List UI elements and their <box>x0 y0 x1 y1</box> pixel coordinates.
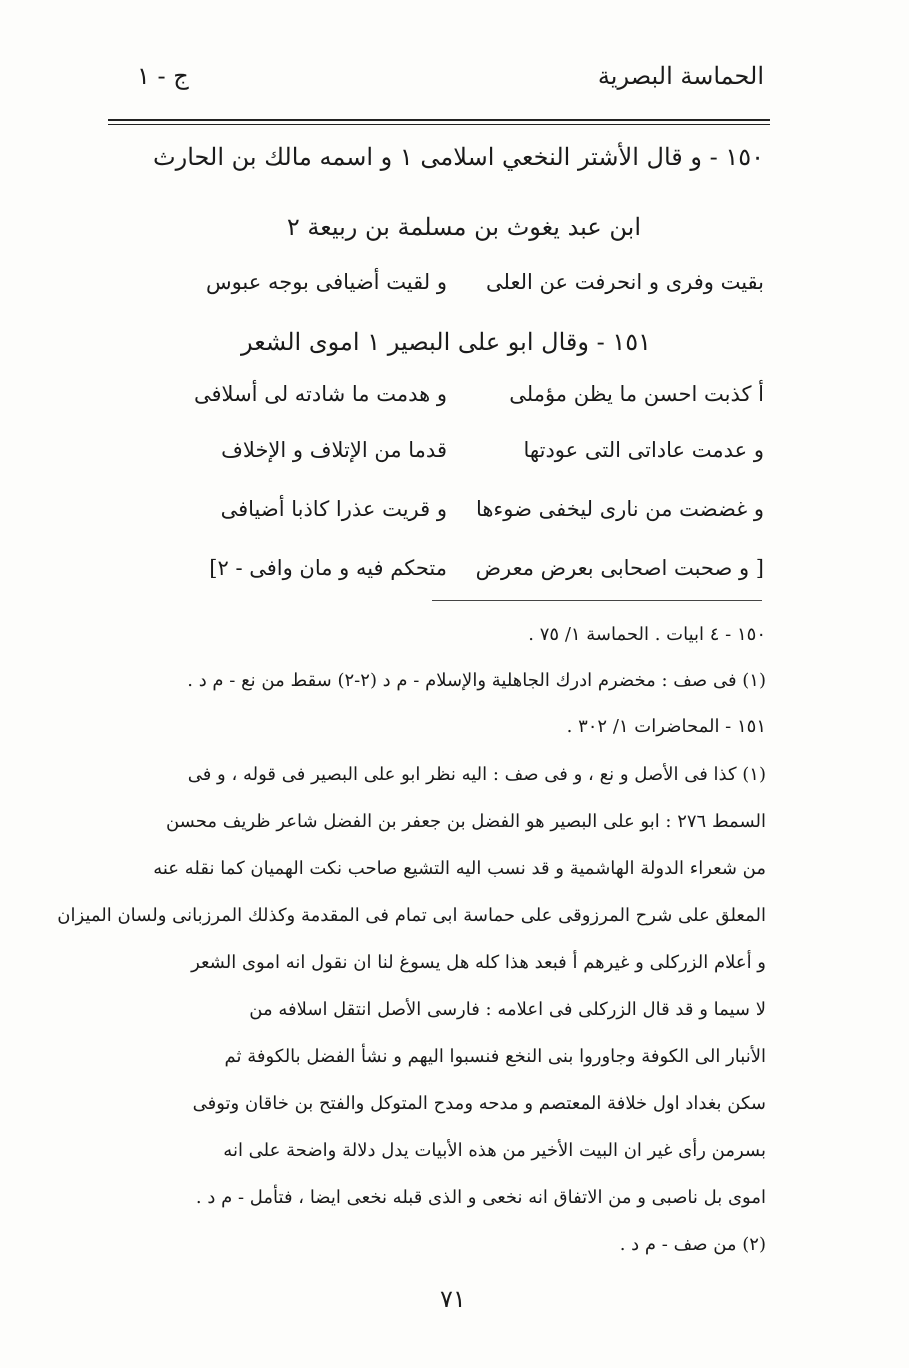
volume-label: ج - ١ <box>137 62 189 90</box>
page-number: ٧١ <box>440 1285 466 1313</box>
note-150-source: ١٥٠ - ٤ ابيات . الحماسة ١/ ٧٥ . <box>528 624 766 645</box>
note-151-line: لا سيما و قد قال الزركلى فى اعلامه : فارسى الأصل انتقل اسلافه من <box>249 999 766 1020</box>
note-151-line: و أعلام الزركلى و غيرهم أ فبعد هذا كله هل يسوغ لنا ان نقول انه اموى الشعر <box>191 952 766 973</box>
note-151-line: سكن بغداد اول خلافة المعتصم و مدحه ومدح المتوكل والفتح بن خاقان وتوفى <box>192 1093 766 1114</box>
note-151-line: (١) كذا فى الأصل و نع ، و فى صف : اليه نظر ابو على البصير فى قوله ، و فى <box>187 764 766 785</box>
note-151-line: الأنبار الى الكوفة وجاوروا بنى النخع فنسبوا اليهم و نشأ الفضل بالكوفة ثم <box>224 1046 766 1067</box>
verse-first-hemistich: بقيت وفرى و انحرفت عن العلى <box>486 270 764 294</box>
verse-first-hemistich: أ كذبت احسن ما يظن مؤملى <box>509 382 764 406</box>
note-150-footnote: (١) فى صف : مخضرم ادرك الجاهلية والإسلام - م د (٢-٢) سقط من نع - م د . <box>187 670 766 691</box>
poem-150-title-line1: ١٥٠ - و قال الأشتر النخعي اسلامى ١ و اسمه مالك بن الحارث <box>153 143 764 171</box>
note-151-line: من شعراء الدولة الهاشمية و قد نسب اليه التشيع صاحب نكت الهميان كما نقله عنه <box>153 858 766 879</box>
poem-150-title-line2: ابن عبد يغوث بن مسلمة بن ربيعة ٢ <box>286 213 641 241</box>
verse-second-hemistich: و لقيت أضيافى بوجه عبوس <box>205 270 447 294</box>
note-151-footnote-2: (٢) من صف - م د . <box>619 1234 766 1255</box>
header-rule-thin <box>108 124 770 125</box>
verse-second-hemistich: و قريت عذرا كاذبا أضيافى <box>220 497 447 521</box>
note-151-line: السمط ٢٧٦ : ابو على البصير هو الفضل بن جعفر بن الفضل شاعر ظريف محسن <box>165 811 766 832</box>
verse-second-hemistich: و هدمت ما شادته لى أسلافى <box>194 382 447 406</box>
note-151-line: بسرمن رأى غير ان البيت الأخير من هذه الأبيات يدل دلالة واضحة على انه <box>223 1140 766 1161</box>
notes-separator <box>432 600 762 601</box>
verse-second-hemistich: متحكم فيه و مان وافى - ٢] <box>209 556 447 580</box>
verse-first-hemistich: و عدمت عاداتى التى عودتها <box>523 438 764 462</box>
running-title: الحماسة البصرية <box>597 62 764 90</box>
verse-first-hemistich: [ و صحبت اصحابى بعرض معرض <box>475 556 764 580</box>
note-151-line: اموى بل ناصبى و من الاتفاق انه نخعى و الذى قبله نخعى ايضا ، فتأمل - م د . <box>195 1187 766 1208</box>
verse-first-hemistich: و غضضت من نارى ليخفى ضوءها <box>475 497 764 521</box>
note-151-source: ١٥١ - المحاضرات ١/ ٣٠٢ . <box>566 716 766 737</box>
verse-second-hemistich: قدما من الإتلاف و الإخلاف <box>221 438 447 462</box>
note-151-line: المعلق على شرح المرزوقى على حماسة ابى تمام فى المقدمة وكذلك المرزبانى ولسان الميزان <box>57 905 766 926</box>
header-rule-thick <box>108 119 770 121</box>
poem-151-title: ١٥١ - وقال ابو على البصير ١ اموى الشعر <box>241 328 651 356</box>
